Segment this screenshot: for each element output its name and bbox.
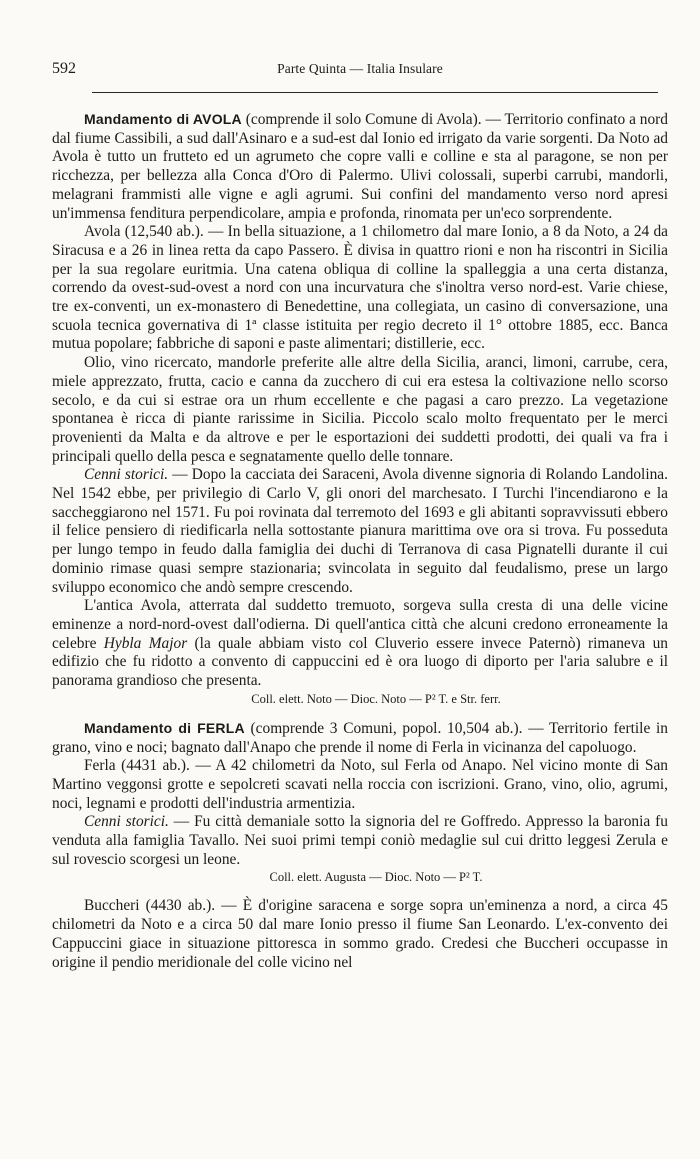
- page-body: [52, 110, 668, 972]
- hybla-major: Hybla Major: [103, 634, 188, 652]
- avola-ancient-text-a: L'antica Avola, atterrata dal suddetto tremuoto, sorgeva sulla cresta di una delle vicine eminenze a nord-nord-ovest dall'odierna. Di quell'antica città che alcuni credono erroneamente la celebre: [52, 597, 668, 652]
- avola-intro-text: (comprende il solo Comune di Avola). — Territorio confinato a nord dal fiume Cassibili, a sud dall'Asinaro e a sud-est dal Ionio ed irrigato da varie sorgenti. Da Noto ad Avola è tutto un frutteto ed un agrumeto che copre valli e colline e sta al paragone, se non per ricchezza, per bellezza alla Conca d'Oro di Palermo. Ulivi colossali, superbi carrubi, mandorli, melagrani frammisti alle vigne e agli agrumi. Sui confini del mandamento verso nord apresi un'immensa fenditura perpendicolare, ampia e profonda, rinomata per un'eco sorprendente.: [52, 111, 668, 222]
- ferla-reference: Coll. elett. Augusta — Dioc. Noto — P² T.: [269, 870, 483, 885]
- page-number: 592: [52, 60, 76, 77]
- ferla-history-text: — Fu città demaniale sotto la signoria del re Goffredo. Appresso la baronia fu venduta alla famiglia Tavallo. Nei suoi primi tempi coniò medaglie sul cui dritto leggesi Zerula e sul rovescio scorgesi un leone.: [52, 813, 668, 868]
- ferla-town-paragraph: Ferla (4431 ab.). — A 42 chilometri da Noto, sul Ferla od Anapo. Nel vicino monte di San Martino veggonsi grotte e sepolcreti scavati nella roccia con iscrizioni. Grano, vino, olio, agrumi, noci, legnami e prodotti dell'industria armentizia.: [52, 757, 668, 812]
- avola-history-paragraph: [52, 466, 668, 597]
- avola-ancient-paragraph: [52, 597, 668, 691]
- avola-heading: Mandamento di AVOLA: [84, 111, 242, 127]
- ferla-history-label: Cenni storici.: [84, 813, 169, 831]
- avola-town-paragraph: Avola (12,540 ab.). — In bella situazione, a 1 chilometro dal mare Ionio, a 8 da Noto, a 24 da Siracusa e a 26 in linea retta da capo Passero. È divisa in quattro rioni e non ha riscontri in Sicilia per la sua regolare euritmia. Una catena obliqua di colline la spalleggia a una certa distanza, correndo da ovest-sud-ovest a nord con una incurvatura che s'inoltra verso nord-est. Varie chiese, tre ex-conventi, un ex-monastero di Benedettine, una collegiata, un casino di conversazione, una scuola tecnica governativa di 1ª classe istituita per regio decreto il 1° ottobre 1885, ecc. Banca mutua popolare; fabbriche di saponi e paste alimentari; distillerie, ecc.: [52, 223, 668, 353]
- buccheri-paragraph: Buccheri (4430 ab.). — È d'origine saracena e sorge sopra un'eminenza a nord, a circa 45 chilometri da Noto e a circa 50 dal mare Ionio presso il fiume San Leonardo. L'ex-convento dei Cappuccini giace in situazione pittoresca in sommo grado. Credesi che Buccheri occupasse in origine il pendio meridionale del colle vicino nel: [52, 897, 668, 971]
- avola-reference: Coll. elett. Noto — Dioc. Noto — P² T. e Str. ferr.: [251, 691, 501, 706]
- running-head: Parte Quinta — Italia Insulare: [277, 61, 443, 76]
- ferla-heading: Mandamento di FERLA: [84, 719, 245, 736]
- avola-products-paragraph: Olio, vino ricercato, mandorle preferite alle altre della Sicilia, aranci, limoni, carrube, cera, miele apprezzato, frutta, cacio e canna da zucchero di cui era estesa la coltivazione nello scorso secolo, e da cui si estrae ora un rhum eccellente e che pagasi a caro prezzo. La vegetazione spontanea è ricca di piante rarissime in Sicilia. Piccolo scalo molto frequentato per le merci provenienti da Malta e da altrove e per le esportazioni dei suddetti prodotti, dei quali va fra i principali quello della pesca e segnatamente quello delle tonnare.: [52, 354, 668, 465]
- ferla-history-paragraph: [52, 813, 668, 869]
- avola-ancient-text-b: (la quale abbiam visto col Cluverio essere invece Paternò) rimaneva un edifizio che fu ridotto a convento di cappuccini ed è ora luogo di diporto per l'aria salubre e il panorama grandioso che presenta.: [52, 634, 668, 690]
- avola-history-text: — Dopo la cacciata dei Saraceni, Avola divenne signoria di Rolando Landolina. Nel 1542 ebbe, per privilegio di Carlo V, gli onori del marchesato. I Turchi l'incendiarono e la saccheggiarono nel 1571. Fu poi rovinata dal terremoto del 1693 e gli abitanti sopravvissuti ebbero il felice pensiero di riedificarla nella sottostante pianura marittima ove ora si trova. Fu posseduta per lungo tempo in feudo dalla famiglia dei duchi di Terranova di casa Pignatelli durante il cui dominio rimase quasi sempre stazionaria; svincolata in seguito dal feudalismo, prese un largo sviluppo economico che andò sempre crescendo.: [52, 466, 668, 596]
- header-rule: [92, 92, 658, 93]
- book-page: [0, 60, 700, 1159]
- ferla-intro-paragraph: [52, 719, 668, 757]
- ferla-intro-text: (comprende 3 Comuni, popol. 10,504 ab.). — Territorio fertile in grano, vino e noci; bagnato dall'Anapo che prende il nome di Ferla in vicinanza del capoluogo.: [52, 719, 668, 756]
- avola-intro-paragraph: [52, 110, 668, 223]
- avola-history-label: Cenni storici.: [84, 466, 169, 484]
- page-header: [52, 60, 668, 88]
